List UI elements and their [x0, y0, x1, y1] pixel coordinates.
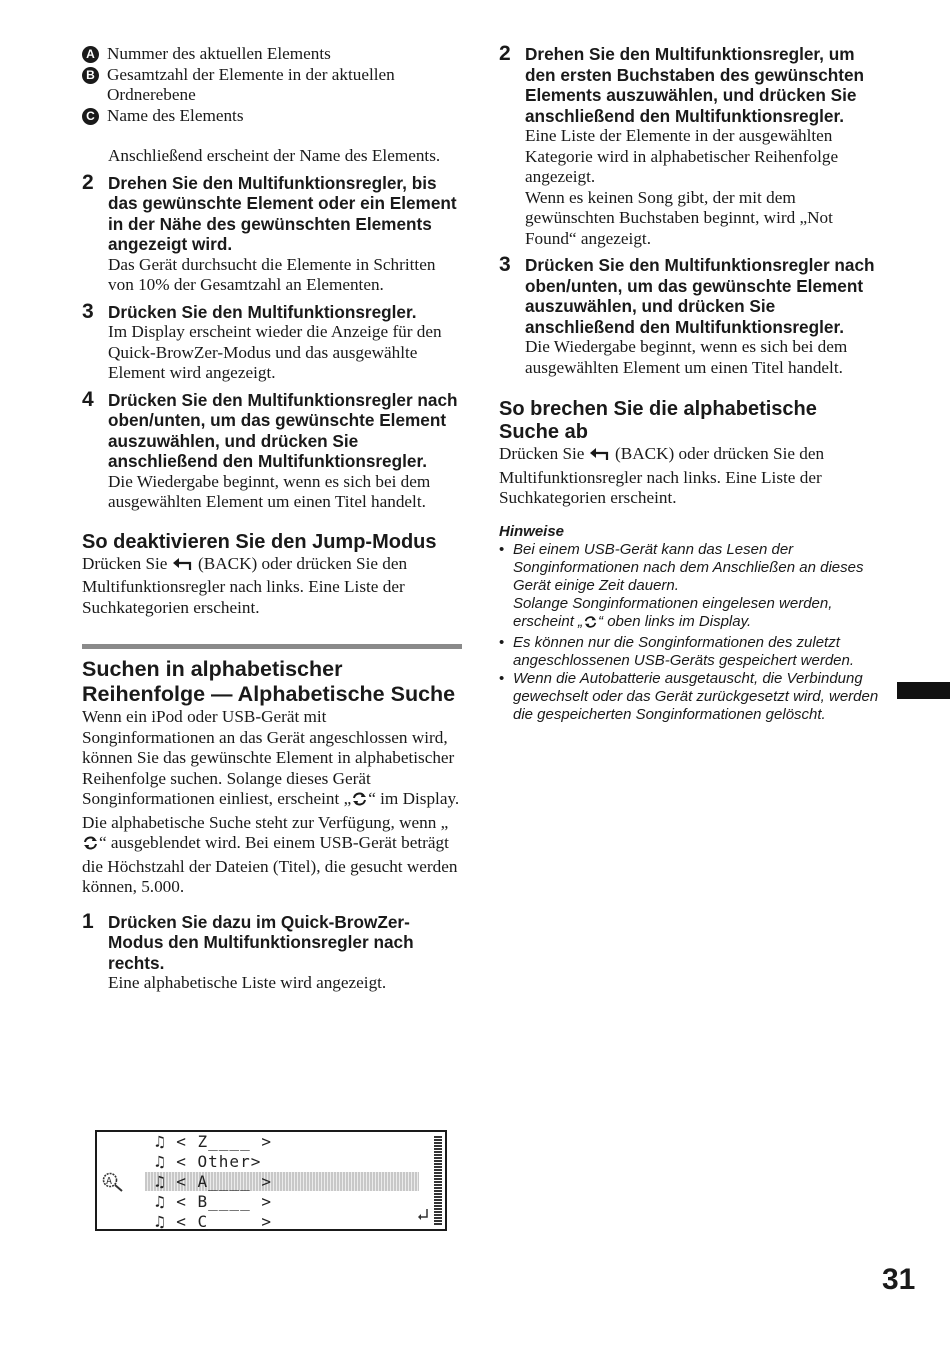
badge-c: C	[82, 108, 99, 125]
intro-part-3: “ ausgeblendet wird. Bei einem USB-Gerät beträgt die Höchstzahl der Dateien (Titel), die gesucht werden können, 5.000.	[82, 833, 458, 896]
jump-text-after: (BACK) oder drücken Sie den Multifunktionsregler nach links. Eine Liste der Suchkategorien erscheint.	[82, 553, 408, 617]
legend-item-a	[82, 44, 462, 65]
step-4-left	[82, 387, 462, 513]
after-legend-text: Anschließend erscheint der Name des Elements.	[108, 146, 441, 165]
right-column	[499, 44, 879, 724]
step-number: 4	[82, 387, 94, 411]
intro-part-1: Wenn ein iPod oder USB-Gerät mit Songinformationen an das Gerät angeschlossen wird, können Sie das gewünschte Element in alphabetischer Reihenfolge suchen. Solange dieses Gerät Songinformationen einliest, erscheint „	[82, 707, 455, 808]
back-arrow-icon	[589, 447, 611, 468]
step-body: Eine alphabetische Liste wird angezeigt.	[108, 973, 387, 992]
step-title: Drücken Sie den Multifunktionsregler.	[108, 301, 417, 322]
loading-cycle-icon	[82, 835, 99, 857]
section-title: Suchen in alphabetischer Reihenfolge — Alphabetische Suche	[82, 657, 456, 706]
step-body: Wenn es keinen Song gibt, der mit dem gewünschten Buchstaben beginnt, wird „Not Found“ angezeigt.	[525, 187, 833, 248]
legend-item-b	[82, 65, 462, 106]
step-number: 3	[499, 253, 511, 276]
note-text: Solange Songinformationen eingelesen werden, erscheint „	[513, 594, 833, 630]
step-3-right	[499, 255, 879, 378]
left-column	[82, 44, 462, 994]
step-title: Drücken Sie den Multifunktionsregler nach oben/unten, um das gewünschte Element auszuwählen, und drücken Sie anschließend den Multifunktionsregler.	[525, 255, 875, 337]
note-text: Bei einem USB-Gerät kann das Lesen der Songinformationen nach dem Anschließen an dieses Gerät einige Zeit dauern.	[513, 540, 864, 594]
legend-text-c: Name des Elements	[107, 105, 244, 125]
lcd-display-illustration	[95, 1130, 447, 1231]
lcd-row: ♫ < B____ >	[155, 1192, 272, 1211]
lcd-row: ♫ < Other>	[155, 1152, 262, 1171]
step-2-left	[82, 170, 462, 296]
step-body: Eine Liste der Elemente in der ausgewählten Kategorie wird in alphabetischer Reihenfolge angezeigt.	[525, 126, 839, 186]
search-icon	[101, 1172, 129, 1197]
cancel-search-heading: So brechen Sie die alphabetische Suche ab	[499, 398, 817, 443]
cancel-text-before: Drücken Sie	[499, 444, 585, 463]
enter-icon	[417, 1208, 429, 1227]
section-tab-marker	[897, 682, 950, 699]
step-3-left	[82, 299, 462, 384]
cancel-text-after: (BACK) oder drücken Sie den Multifunktionsregler nach links. Eine Liste der Suchkategorien erscheint.	[499, 444, 825, 507]
section-intro	[82, 707, 462, 898]
legend-text-a: Nummer des aktuellen Elements	[107, 44, 331, 63]
step-number: 1	[82, 909, 94, 933]
loading-cycle-icon	[583, 615, 598, 634]
step-1-left	[82, 909, 462, 994]
back-arrow-icon	[172, 557, 194, 578]
lcd-row-selected: ♫ < A____ >	[155, 1172, 272, 1191]
step-2-right	[499, 44, 879, 249]
svg-text:A: A	[106, 1176, 113, 1187]
legend-text-b: Gesamtzahl der Elemente in der aktuellen Ordnerebene	[107, 64, 395, 104]
step-title: Drehen Sie den Multifunktionsregler, bis das gewünschte Element oder ein Element in der Nähe des gewünschten Elements angezeigt wird.	[108, 172, 457, 254]
step-body: Die Wiedergabe beginnt, wenn es sich bei dem ausgewählten Element um einen Titel handelt.	[525, 337, 848, 377]
lcd-scrollbar	[434, 1136, 442, 1226]
section-divider	[82, 644, 462, 649]
note-item	[499, 541, 879, 634]
notes-heading: Hinweise	[499, 522, 565, 540]
lcd-row: ♫ < C____ >	[155, 1212, 272, 1231]
page-number: 31	[882, 1263, 916, 1296]
jump-mode-text	[82, 554, 462, 619]
jump-mode-heading: So deaktivieren Sie den Jump-Modus	[82, 530, 437, 553]
legend-item-c	[82, 106, 462, 127]
lcd-row: ♫ < Z____ >	[155, 1132, 272, 1151]
badge-a: A	[82, 46, 99, 63]
cancel-search-text	[499, 444, 879, 509]
notes-list	[499, 541, 879, 724]
step-number: 2	[82, 170, 94, 194]
step-body: Die Wiedergabe beginnt, wenn es sich bei dem ausgewählten Element um einen Titel handelt.	[108, 471, 431, 511]
badge-b: B	[82, 67, 99, 84]
step-title: Drücken Sie den Multifunktionsregler nach oben/unten, um das gewünschte Element auszuwählen, und drücken Sie anschließend den Multifunktionsregler.	[108, 389, 458, 471]
step-title: Drücken Sie dazu im Quick-BrowZer-Modus den Multifunktionsregler nach rechts.	[108, 911, 414, 973]
step-number: 2	[499, 42, 511, 65]
loading-cycle-icon	[351, 791, 368, 813]
jump-text-before: Drücken Sie	[82, 553, 168, 573]
intro-part-2: “ im Display. Die alphabetische Suche steht zur Verfügung, wenn „	[82, 789, 460, 832]
note-text: “ oben links im Display.	[598, 612, 752, 630]
step-title: Drehen Sie den Multifunktionsregler, um den ersten Buchstaben des gewünschten Elements auszuwählen, und drücken Sie anschließend den Multifunktionsregler.	[525, 44, 865, 126]
note-item: • Es können nur die Songinformationen des zuletzt angeschlossenen USB-Geräts gespeichert werden.	[499, 634, 879, 670]
step-body: Im Display erscheint wieder die Anzeige für den Quick-BrowZer-Modus und das ausgewählte Element wird angezeigt.	[108, 322, 442, 382]
note-item: • Wenn die Autobatterie ausgetauscht, die Verbindung gewechselt oder das Gerät zurückgesetzt wird, werden die gespeicherten Songinformationen gelöscht.	[499, 670, 879, 724]
step-number: 3	[82, 299, 94, 323]
step-body: Das Gerät durchsucht die Elemente in Schritten von 10% der Gesamtzahl an Elementen.	[108, 254, 436, 294]
